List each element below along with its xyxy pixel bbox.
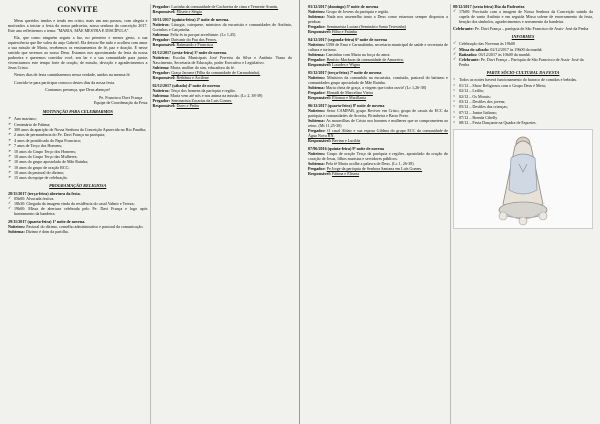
entry-date: 06/12/2017 (quarta-feira) 8ª noite de novena — [308, 102, 385, 108]
entry-subtema: Maria vem até nós e nos anima na missão. (Lc 2, 38-39) — [170, 92, 263, 98]
program-entry: 03/12/2017 (domingo) 5ª noite de novena Noiteiros: Grupo de Jovens da paróquia e região. Subtema: Nada nos assemelha tanto a Deus como estarmos sempre dispostos a perdoar. Pregador: Seminarista Lucian (Seminário Santa Teresinha) Responsável: Filho e Fatinha — [308, 4, 448, 34]
list-item: ○ 07/12 – Brenda Cibelly — [453, 115, 593, 120]
list-item: ○ 05/12 – Desfiles das crianças; — [453, 104, 593, 109]
entry-subtema: Pela fé Maria acolhe a palavra de Deus. (Lc 1, 26-38) — [325, 160, 414, 166]
page-title: CONVITE — [57, 5, 99, 14]
intro-paragraph: Meus queridos irmãos e irmãs em cristo, mais um ano passou, com alegria e motivados a iniciar a festa da nossa padroeira, nossa senhora da conceição 2017. Este ano refletiremos o tema: "MARIA, MÃE MESTRA E DISCÍPULA". — [8, 17, 148, 33]
programming-heading: PROGRAMAÇÃO RELIGIOSA — [49, 183, 107, 189]
program-entry — [8, 191, 148, 217]
entry-responsavel: Bevinn e Lucilda — [332, 137, 361, 143]
entry-noiteiros: Setor CAMPAB, grupo Reviver em Cristo, grupo de casais do ECC da paróquia e comunidades de Aroeira, Pitimbeira e Barro Preto. — [308, 107, 448, 118]
entry-responsavel: Duvo e Pedro — [176, 102, 200, 108]
intro-paragraph: Ela, que como ninguém seguiu a luz, no primeiro e menor gesto, a sua aquiescência que lhe valeu do anjo Gabriel. Ela deixou-lhe tudo e acolheu com amor a sua missão de Maria, recebemos os ensinamentos de fé, paz e doação. E nesse sentido que seremos ao nosso Deus. Estamos nos aproximando da festa da nossa padroeira e queremos convidar você, seu lar e a sua comunidade para juntos vivenciarmos este tempo forte de oração, de missão, devoção e agradecimentos a Jesus Cristo. — [8, 35, 148, 70]
right-column-1 — [306, 4, 450, 424]
entry-responsavel: Raimundo e Francisca — [176, 41, 214, 47]
program-entry: 04/12/2017 (segunda-feira) 6ª noite de novena Noiteiros: UBS de Ema e Carnaubinha, secretaria municipal de saúde e secretaria de cultura e turismo. Subtema: Caminhar com Maria na força do amor. Pregador: Benício Mackson da comunidade de Amoreira. Responsável: Lourdes e Wigna — [308, 36, 448, 67]
list-item: ✓ Batizados: 03/12/2017 às 10h00 da manhã. — [453, 52, 593, 57]
list-item: ✓ 19h00: Missa de abertura celebrada pelo Pe. Davi França e logo após hasteamento da bandeira. — [8, 206, 148, 216]
list-item: ✓ 18h30: Chegada da imagem vinda da residência do casal Valmir e Tereza; — [8, 201, 148, 206]
list-item: ○ 07/12 – Jantar Italiano; — [453, 110, 593, 115]
virgin-mary-illustration — [477, 130, 569, 228]
list-item: ➢ 15 anos da equipe de celebração. — [8, 175, 148, 180]
entry-date: 05/12/2017 (terça-feira) 7ª noite de novena — [308, 69, 382, 75]
program-entry: 30/11/2017 (quinta-feira) 2ª noite de novena. Noiteiros: Liturgia, catequese, ministros da eucaristia e comunidades de Antônio, Gorinhos e Caiçarinha. Subtema: Feliz és tu porque acreditaste. (Lc 1,45) Pregador: Daivanir do Pau dos Ferros. Responsável: Raimundo e Francisca — [152, 16, 292, 47]
entry-noiteiros: Pastoral do dízimo, conselho administrativo e pastoral da comunicação. — [26, 224, 144, 230]
list-item: ➢ 4 anos de pontificado do Papa Francisco; — [8, 138, 148, 143]
list-item: ✓ 17h00: Procissão com a imagem de Nossa Senhora da Conceição saindo da capela de santo Antônio e em seguida Missa solene de encerramento da festa, benção dos símbolos, agradecimentos e arreamento da bandeira. — [453, 9, 593, 24]
list-item: ✓ Celebrante: Pe. Davi França – Paróquia de São Francisco de Assis- José da Penha — [453, 57, 593, 67]
info-list — [453, 41, 593, 67]
list-item: ✓ 05h00: Alvorada festiva. — [8, 196, 148, 201]
entry-date: 01/12/2017 (sexta-feira) 3ª noite de novena. — [152, 49, 227, 55]
entry-date: 29/11/2017 (quarta-feira) 1ª noite de novena. — [8, 219, 86, 225]
social-list — [453, 77, 593, 125]
list-item: ○ Todos as noites haverá funcionamento do barraco de comidas e bebidas. — [453, 77, 593, 82]
entry-date: 30/11/2017 (quinta-feira) 2ª noite de novena. — [152, 16, 230, 22]
entry-pregador: O casal Aldair e sua esposa Gildma do grupo ECC da comunidade de Água Nova RN. — [308, 127, 448, 138]
entry-date: 28/11/2017 (terça-feira) abertura da festa. — [8, 190, 81, 196]
intro-paragraph: Convido-te para participar conosco destes dias da nossa festa. — [14, 79, 116, 85]
entry-responsavel: Fátima e Eliseza — [332, 170, 360, 176]
list-item: ➢ 300 anos da aparição de Nossa Senhora da Conceição Aparecida no Rio Paraíba; — [8, 127, 148, 132]
program-entry: 06/12/2017 (quarta-feira) 8ª noite de novena Noiteiros: Setor CAMPAB, grupo Reviver em Cristo, grupo de casais do ECC da paróquia e comunidades de Aroeira, Pitimbeira e Barro Preto. Subtema: As maravilhas de Cristo nos homens e mulheres que se comprometem ao reino. (Mt 11,25-30) Pregador: O casal Aldair e sua esposa Gildma do grupo ECC da comunidade de Água Nova RN. Responsável: Bevinn e Lucilda — [308, 102, 448, 143]
entry-noiteiros: Ministros da comunhão na eucaristia, comissão, pastoral do batismo e comunidades grupo apostolado de Mãe Rainha. — [308, 74, 448, 85]
left-column-1 — [6, 4, 150, 424]
list-item: ○ 02/12 – Leilão; — [453, 88, 593, 93]
list-item: ○ 03/12 – Desfiles dos jovens; — [453, 99, 593, 104]
entry-pregador: Benício Mackson da comunidade de Amoreira. — [326, 56, 404, 62]
entry-date: 04/12/2017 (segunda-feira) 6ª noite de novena — [308, 36, 387, 42]
entry-responsavel: Elisete e Sérgio — [176, 8, 203, 14]
list-item: ➢ Ano mariano; — [8, 116, 148, 121]
program-entry: Pregador: Lucinha da comunidade de Cachoeira de cima e Temente Aranás. Responsável: Elisete e Sérgio — [152, 4, 279, 14]
entry-subtema: Caminhar com Maria na força do amor. — [325, 51, 391, 57]
motivations-list — [8, 116, 148, 180]
signature-role: Equipe de Coordenação da Festa — [93, 100, 148, 106]
program-entry: 02/12/2017 (sábado) 4ª noite de novena Noiteiros: Terço dos homens da paróquia e região. Subtema: Maria vem até nós e nos anima na missão. (Lc 2, 38-39) Pregador: Seminarista Zacarias da Luis Gomes. Responsável: Duvo e Pedro — [153, 83, 293, 108]
list-item: ➢ 10 anos do Grupo Terço dos Homens; — [8, 149, 148, 154]
list-item: ➢ 7 anos de Terço dos Homens; — [8, 143, 148, 148]
entry-date: 08/12/2017 (sexta feira) Dia da Padroeira — [453, 4, 525, 9]
entry-subtema: As maravilhas de Cristo nos homens e mulheres que se comprometem ao reino. (Mt 11,25-30) — [308, 117, 448, 128]
entry-pregador: Daivanir do Pau dos Ferros. — [171, 36, 218, 42]
entry-pregador: Lucinha da comunidade de Cachoeira de cima e Temente Aranás. — [171, 4, 279, 9]
entry-subtema: Maria cheia de graça, a virgem que todos ouvir! (Lc 1,26-38) — [325, 84, 427, 90]
entry-responsavel: Bethânia e Arcilene — [176, 74, 209, 80]
program-entry: 05/12/2017 (terça-feira) 7ª noite de novena Noiteiros: Ministros da comunhão na eucaristia, comissão, pastoral do batismo e comunidades grupo apostolado de Mãe Rainha. Subtema: Maria cheia de graça, a virgem que todos ouvir! (Lc 1,26-38) Pregador: Elenadi de Marcelino Vieira Responsável: Eliomar e Marillania — [308, 69, 448, 100]
entry-noiteiros: Liturgia, catequese, ministros da eucaristia e comunidades de Antônio, Gorinhos e Caiçarinha. — [152, 21, 292, 32]
entry-pregador: Elenadi de Marcelino Vieira — [326, 89, 373, 95]
program-entry: 07/96/2016 (quinta-feira) 9ª noite de novena Noiteiros: Grupo de oração Terço da paróquia e regiões, apostolado da oração do coração de Jesus, filhos maristas e servidores públicos. Subtema: Pela fé Maria acolhe a palavra de Deus. (Lc 1, 26-38) Pregador: Pe Jorge da paróquia de Senhora Santana em Luís Gomes. Responsável: Fátima e Eliseza — [308, 145, 448, 176]
entry-noiteiros: Grupo de Jovens da paróquia e região. — [326, 8, 390, 14]
entry-bullets — [453, 9, 593, 24]
entry-subtema: Dízimo é dom da partilha. — [25, 229, 69, 235]
left-column-2 — [150, 4, 295, 424]
list-item: ➢ 10 anos do grupo de oração RCC; — [8, 165, 148, 170]
entry-subtema: Nada nos assemelha tanto a Deus como estarmos sempre dispostos a perdoar. — [308, 13, 448, 24]
entry-noiteiros: Escolas Municipais José Ferreira da Silva e Antônio Viana do Nascimento, Secretaria de Educação, poder Executivo e Legislativo. — [152, 54, 292, 65]
program-entry: 29/11/2017 (quarta-feira) 1ª noite de novena. Noiteiros: Pastoral do dízimo, conselho administrativo e pastoral da comunicação. Subtema: Dízimo é dom da partilha. — [8, 219, 148, 234]
entry-subtema: Feliz és tu porque acreditaste. (Lc 1,45) — [170, 31, 236, 37]
list-item: ➢ 10 anos do grupo apostolado de Mãe Rainha; — [8, 159, 148, 164]
entry-pregador: Seminarista Zacarias da Luis Gomes. — [171, 97, 233, 103]
feast-day-entry: 08/12/2017 (sexta feira) Dia da Padroeira ✓ 17h00: Procissão com a imagem de Nossa Senhora da Conceição saindo da capela de santo Antônio e em seguida Missa solene de encerramento da festa, benção dos símbolos, agradecimentos e arreamento da bandeira. Celebrante: Pe. Davi França – paróquia de São Francisco de Assis- José da Penha — [453, 4, 593, 31]
list-item: ○ 08/12 – Festa Dançante na Quadra de Esportes. — [453, 120, 593, 125]
program-entry: 01/12/2017 (sexta-feira) 3ª noite de novena. Noiteiros: Escolas Municipais José Ferreira da Silva e Antônio Viana do Nascimento, Secretaria de Educação, poder Executivo e Legislativo. Subtema: Maria, mulher do sim, educadora da fé. Pregador: Graça Jacome (Filha da comunidade de Carnaubinha). Responsável: Bethânia e Arcilene — [152, 49, 292, 80]
entry-responsavel: Eliomar e Marillania — [332, 94, 367, 100]
motivations-heading: MOTIVAÇÃO PARA CELEBRARMOS — [42, 109, 113, 115]
signature-block — [8, 95, 148, 105]
entry-pregador: Graça Jacome (Filha da comunidade de Carnaubinha). — [171, 69, 261, 75]
info-heading: INFORMES — [511, 33, 535, 39]
signature-name: Pe. Francisco Davi França — [99, 95, 143, 101]
right-page — [300, 0, 600, 424]
entry-pregador: Seminarista Lucian (Seminário Santa Teresinha) — [326, 23, 406, 29]
list-item: ○ 02/12 – Os Morais; — [453, 94, 593, 99]
entry-celebrante: Pe. Davi França – paróquia de São Francisco de Assis- José da Penha — [474, 25, 589, 31]
entry-pregador: Pe Jorge da paróquia de Senhora Santana em Luís Gomes. — [326, 165, 423, 171]
entry-date: 02/12/2017 (sábado) 4ª noite de novena — [152, 82, 220, 88]
entry-date: 07/96/2016 (quinta-feira) 9ª noite de novena — [308, 145, 384, 151]
list-item: ✓ Celebração das Novenas às 19h00 — [453, 41, 593, 46]
intro-paragraph: Nestes dias de festa caminharemos nessa verdade, unidos na mesma fé. — [14, 72, 131, 78]
right-column-2 — [450, 4, 595, 424]
list-item: ➢ 2 anos de permanência do Pe. Davi França na paróquia; — [8, 132, 148, 137]
entry-bullets — [8, 196, 148, 217]
entry-noiteiros: Grupo de oração Terço da paróquia e regiões, apostolado da oração do coração de Jesus, filhos maristas e servidores públicos. — [308, 150, 448, 161]
entry-date: 03/12/2017 (domingo) 5ª noite de novena — [308, 4, 379, 9]
entry-responsavel: Lourdes e Wigna — [332, 61, 360, 67]
list-item: ➢ Centenário de Fátima; — [8, 122, 148, 127]
virgin-mary-image — [453, 129, 593, 229]
entry-noiteiros: UBS de Ema e Carnaubinha, secretaria municipal de saúde e secretaria de cultura e turismo. — [308, 41, 448, 52]
intro-paragraph: Contamos presença, que Deus abençoe! — [45, 87, 111, 93]
entry-responsavel: Filho e Fatinha — [332, 28, 357, 34]
entry-noiteiros: Terço dos homens da paróquia e região. — [170, 87, 236, 93]
list-item: ○ 01/12 – Show Religiosos com o Grupo Deus é Meiu; — [453, 83, 593, 88]
list-item: ➢ 10 anos do Grupo Terço das Mulheres; — [8, 154, 148, 159]
social-heading: PARTE SÓCIO-CULTURAL DA FESTA — [486, 70, 560, 76]
list-item: ➢ 10 anos da pastoral do dízimo; — [8, 170, 148, 175]
entry-subtema: Maria, mulher do sim, educadora da fé. — [170, 64, 235, 70]
list-item: ✓ Missa do sábado: 02/12/2017 às 19h00 da manhã. — [453, 47, 593, 52]
